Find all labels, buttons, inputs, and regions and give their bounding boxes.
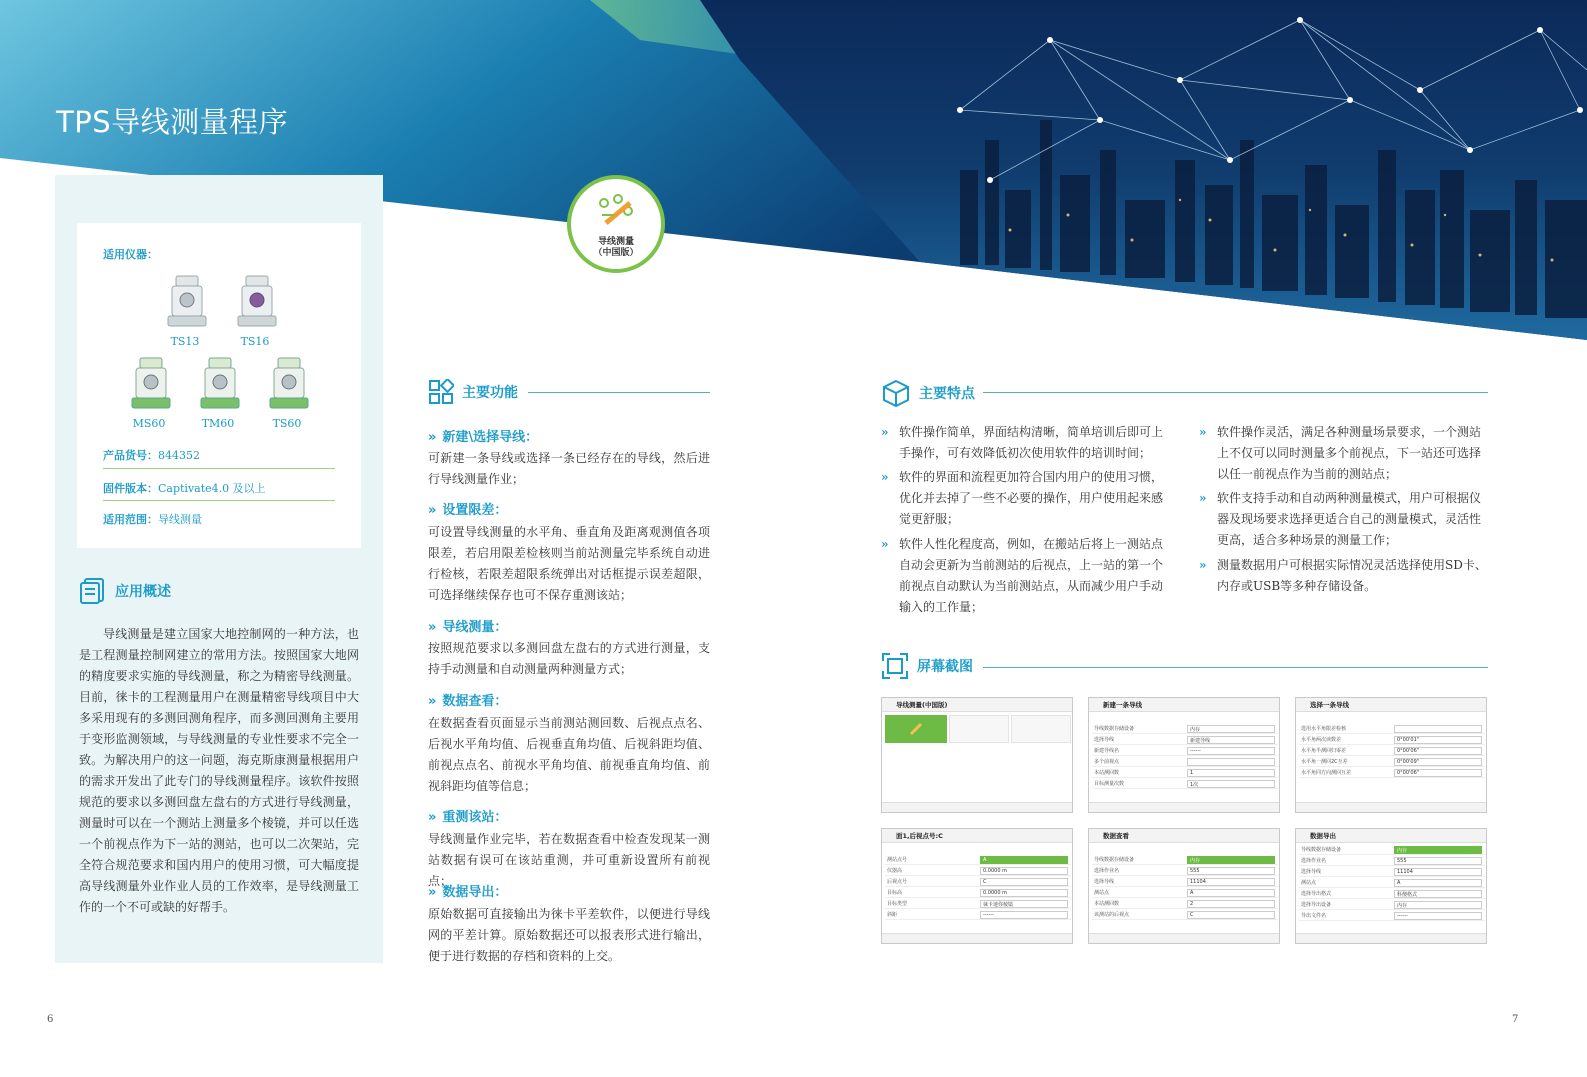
table-row: 导线数据存储设备 内存 — [1092, 724, 1278, 734]
table-row: 导出文件名 ------ — [1299, 911, 1485, 921]
screenshots-heading-label: 屏幕截图 — [917, 659, 973, 675]
screenshot-backsight — [881, 828, 1073, 944]
instruments-label: 适用仪器： — [103, 248, 158, 261]
table-row: 后视点号 C — [885, 877, 1071, 887]
table-row: 水平角半测回归零差 0°00'06" — [1299, 746, 1485, 756]
chevron-right-icon: » — [428, 885, 437, 900]
table-row: 选择导出格式 科傻格式 — [1299, 889, 1485, 899]
function-text: 导线测量作业完毕，若在数据查看中检查发现某一测站数据有误可在该站重测，并可重新设置所有前视点； — [428, 832, 710, 888]
product-no-label: 产品货号： — [103, 449, 158, 462]
heading-rule — [983, 667, 1488, 668]
functions-heading-label: 主要功能 — [462, 385, 518, 401]
table-row: 选择导出设备 内存 — [1299, 900, 1485, 910]
menu-tile-measure — [885, 715, 947, 743]
table-row: 该测站的后视点 C — [1092, 910, 1278, 920]
traverse-badge — [567, 175, 665, 273]
table-row: 目标测量次数 1次 — [1092, 779, 1278, 789]
chevron-right-icon: » — [881, 425, 889, 439]
chevron-right-icon: » — [428, 810, 437, 825]
heading-rule — [983, 392, 1488, 393]
screenshot-title: 数据查看 — [1103, 832, 1129, 840]
function-title: » 设置限差： — [428, 503, 508, 518]
chevron-right-icon: » — [881, 537, 889, 551]
table-row: 选择导线 11104 — [1092, 877, 1278, 887]
screenshot-title: 面1,后视点号:C — [896, 832, 943, 840]
screenshot-title: 导线测量(中国版) — [896, 701, 948, 709]
page-number-left: 6 — [47, 1014, 54, 1025]
scope-row — [103, 511, 202, 527]
screenshot-select-traverse — [1295, 697, 1487, 813]
cube-icon — [881, 378, 911, 408]
chevron-right-icon: » — [1199, 558, 1207, 572]
divider — [103, 500, 335, 501]
feature-item: » 测量数据用户可根据实际情况灵活选择使用SD卡、内存或USB等多种存储设备。 — [1199, 555, 1491, 597]
screenshot-traverse-main — [881, 697, 1073, 813]
menu-tile-data — [949, 715, 1009, 743]
firmware-row — [103, 480, 266, 496]
table-row: 选择导线 11104 — [1299, 867, 1485, 877]
function-text: 在数据查看页面显示当前测站测回数、后视点点名、后视水平角均值、后视垂直角均值、后视斜距均值、前视点点名、前视水平角均值、前视垂直角均值、前视斜距均值等信息； — [428, 716, 710, 793]
function-text: 原始数据可直接输出为徕卡平差软件，以便进行导线网的平差计算。原始数据还可以报表形式进行输出，便于进行数据的存档和资料的上交。 — [428, 907, 710, 963]
badge-line-1: 导线测量 — [597, 237, 634, 247]
chevron-right-icon: » — [881, 470, 889, 484]
feature-item: » 软件支持手动和自动两种测量模式，用户可根据仪器及现场要求选择更适合自己的测量模式，灵活性更高，适合多种场景的测量工作； — [1199, 488, 1491, 551]
feature-item: » 软件的界面和流程更加符合国内用户的使用习惯，优化并去掉了一些不必要的操作，用户使用起来感觉更舒服； — [881, 467, 1171, 530]
screenshot-new-traverse — [1088, 697, 1280, 813]
screenshot-data-export — [1295, 828, 1487, 944]
overview-heading-label: 应用概述 — [115, 584, 171, 600]
table-row: 水平角同方向测回互差 0°00'06" — [1299, 768, 1485, 778]
table-row: 导线数据存储设备 内存 — [1092, 855, 1278, 865]
function-text: 可新建一条导线或选择一条已经存在的导线，然后进行导线测量作业； — [428, 451, 710, 486]
instrument-name: MS60 — [132, 417, 166, 430]
screenshot-title: 选择一条导线 — [1310, 701, 1349, 709]
instrument-name: TM60 — [201, 417, 235, 430]
divider — [103, 468, 335, 469]
table-row: 水平角两次读数差 0°00'01" — [1299, 735, 1485, 745]
table-row: 多个前视点 — [1092, 757, 1278, 767]
chevron-right-icon: » — [428, 503, 437, 518]
function-title: » 导线测量： — [428, 620, 508, 635]
table-row: 测站点 A — [1299, 878, 1485, 888]
instrument-name: TS13 — [170, 335, 200, 348]
table-row: 选用水平角限差检核 — [1299, 724, 1485, 734]
chevron-right-icon: » — [428, 620, 437, 635]
instrument-ms60-image — [128, 354, 174, 414]
chevron-right-icon: » — [428, 430, 437, 445]
product-no-row — [103, 447, 200, 463]
functions-heading — [428, 379, 518, 405]
grid-icon — [428, 379, 454, 405]
screen-icon — [881, 652, 909, 680]
traverse-icon — [596, 193, 636, 229]
features-heading-label: 主要特点 — [919, 386, 975, 402]
instrument-tm60-image — [197, 354, 243, 414]
table-row: 选择导线 新建导线 — [1092, 735, 1278, 745]
function-title: » 重测该站： — [428, 810, 508, 825]
table-row: 选择作业名 555 — [1092, 866, 1278, 876]
page-title: TPS导线测量程序 — [56, 105, 289, 139]
firmware-value: Captivate4.0 及以上 — [158, 482, 266, 495]
instrument-ts60-image — [266, 354, 312, 414]
heading-rule — [528, 392, 710, 393]
table-row: 测站点号 A — [885, 855, 1071, 865]
instrument-name: TS16 — [240, 335, 270, 348]
instrument-ts16-image — [234, 272, 280, 332]
feature-item: » 软件操作灵活，满足各种测量场景要求，一个测站上不仅可以同时测量多个前视点，下一站还可选择以任一前视点作为当前的测站点； — [1199, 422, 1491, 485]
table-row: 测站点 A — [1092, 888, 1278, 898]
table-row: 斜距 ------ — [885, 910, 1071, 920]
table-row: 仪器高 0.0000 m — [885, 866, 1071, 876]
table-row: 目标高 0.0000 m — [885, 888, 1071, 898]
table-row: 本站测回数 2 — [1092, 899, 1278, 909]
instrument-ts13-image — [164, 272, 210, 332]
table-row: 水平角一测回2C互差 0°00'09" — [1299, 757, 1485, 767]
table-row: 新建导线名 ------ — [1092, 746, 1278, 756]
chevron-right-icon: » — [1199, 425, 1207, 439]
pencil-icon — [909, 722, 923, 736]
screenshot-title: 新建一条导线 — [1103, 701, 1142, 709]
table-row: 目标类型 徕卡迷你棱镜 — [885, 899, 1071, 909]
function-title: » 新建\选择导线： — [428, 430, 539, 445]
function-text: 可设置导线测量的水平角、垂直角及距离观测值各项限差，若启用限差检核则当前站测量完毕系统自动进行检核，若限差超限系统弹出对话框提示误差超限，可选择继续保存也可不保存重测该站； — [428, 525, 710, 602]
page-number-right: 7 — [1512, 1014, 1519, 1025]
table-row: 导线数据存储设备 内存 — [1299, 845, 1485, 855]
scope-label: 适用范围： — [103, 513, 158, 526]
features-heading — [881, 378, 975, 408]
menu-tile-export — [1011, 715, 1071, 743]
overview-heading — [79, 577, 171, 605]
function-title: » 数据查看： — [428, 694, 508, 709]
product-no-value: 844352 — [158, 449, 200, 462]
screenshot-title: 数据导出 — [1310, 832, 1336, 840]
instrument-name: TS60 — [272, 417, 302, 430]
scope-value: 导线测量 — [158, 513, 202, 526]
chevron-right-icon: » — [428, 694, 437, 709]
chevron-right-icon: » — [1199, 491, 1207, 505]
document-icon — [79, 577, 107, 605]
overview-text: 导线测量是建立国家大地控制网的一种方法，也是工程测量控制网建立的常用方法。按照国家大地网的精度要求实施的导线测量，称之为精密导线测量。目前，徕卡的工程测量用户在测量精密导线项目中大多采用现有的多测回测角程序，而多测回测角主要用于变形监测领域，与导线测量的专业性要求不完全一致。为解决用户的这一问题，海克斯康测量根据用户的需求开发出了此专门的导线测量程序。该软件按照规范的要求以多测回盘左盘右的方式进行导线测量，测量时可以在一个测站上测量多个棱镜，并可以任选一个前视点作为下一站的测站，也可以二次架站，完全符合规范要求和国内用户的使用习惯，可大幅度提高导线测量外业作业人员的工作效率，是导线测量工作的一个不可或缺的好帮手。 — [79, 627, 359, 914]
table-row: 本站测回数 1 — [1092, 768, 1278, 778]
screenshot-data-view — [1088, 828, 1280, 944]
badge-text — [571, 237, 661, 259]
screenshots-heading — [881, 652, 973, 680]
feature-item: » 软件操作简单，界面结构清晰，简单培训后即可上手操作，可有效降低初次使用软件的培训时间； — [881, 422, 1171, 464]
function-title: » 数据导出： — [428, 885, 508, 900]
badge-line-2: （中国版） — [593, 248, 639, 258]
firmware-label: 固件版本： — [103, 482, 158, 495]
feature-item: » 软件人性化程度高，例如，在搬站后将上一测站点自动会更新为当前测站的后视点，上一站的第一个前视点自动默认为当前测站点，从而减少用户手动输入的工作量； — [881, 534, 1171, 618]
table-row: 选择作业名 555 — [1299, 856, 1485, 866]
function-text: 按照规范要求以多测回盘左盘右的方式进行测量，支持手动测量和自动测量两种测量方式； — [428, 641, 710, 676]
